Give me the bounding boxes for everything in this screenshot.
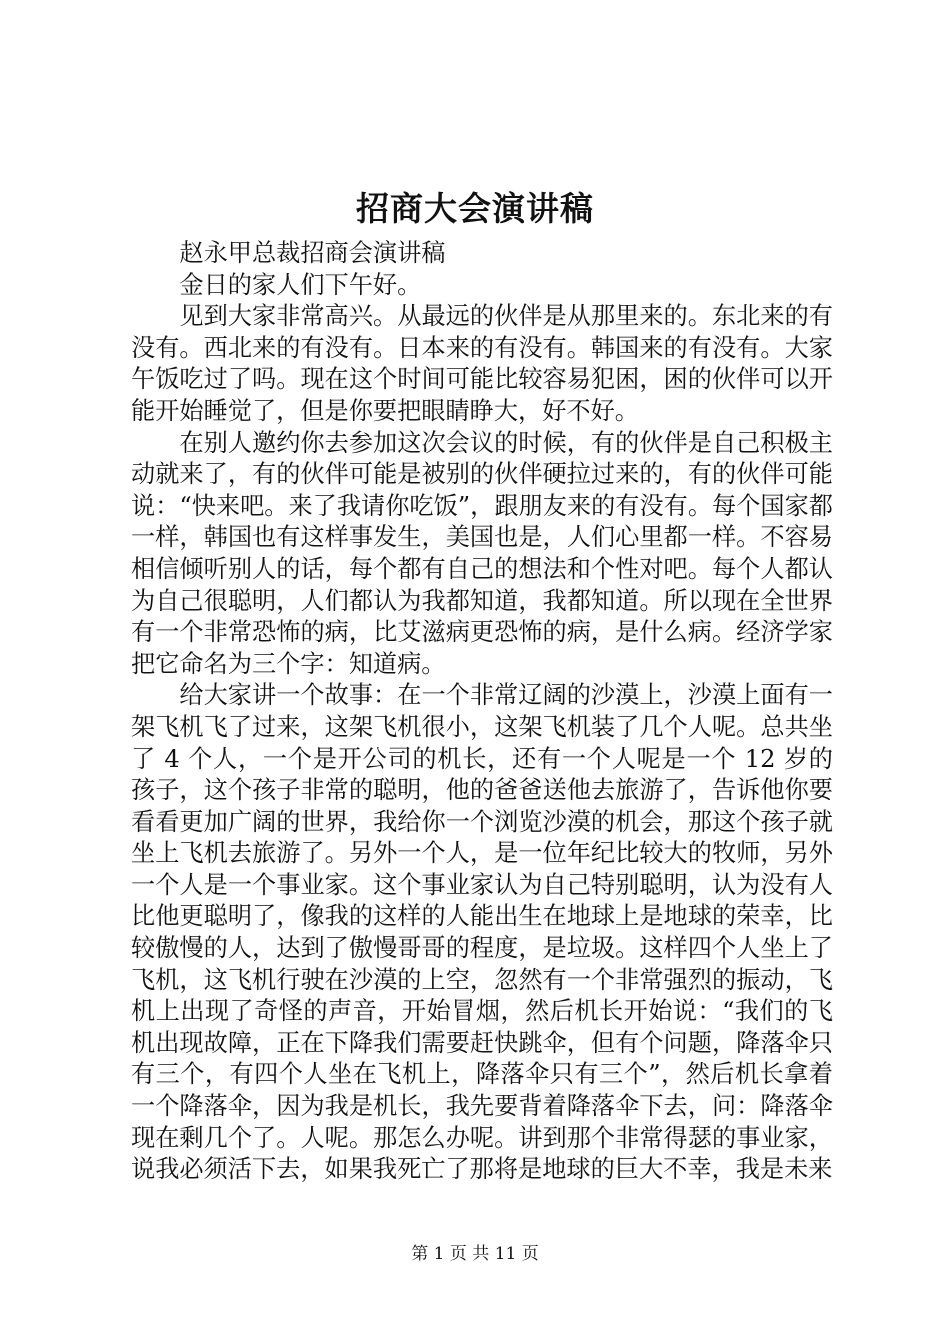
document-title: 招商大会演讲稿 (356, 189, 594, 228)
page-number: 第 1 页 共 11 页 (411, 1244, 539, 1264)
paragraph-greeting: 金日的家人们下午好。 (179, 270, 422, 299)
document-body (131, 238, 833, 1186)
paragraph: 在别人邀约你去参加这次会议的时候，有的伙伴是自己积极主动就来了，有的伙伴可能是被别的伙伴硬拉过来的，有的伙伴可能说：“快来吧。来了我请你吃饭”，跟朋友来的有没有。每个国家都一样，韩国也有这样事发生，美国也是，人们心里都一样。不容易相信倾听别人的话，每个都有自己的想法和个性对吧。每个人都认为自己很聪明，人们都认为我都知道，我都知道。所以现在全世界有一个非常恐怖的病，比艾滋病更恐怖的病，是什么病。经济学家把它命名为三个字：知道病。 (131, 428, 833, 678)
paragraph-subtitle: 赵永甲总裁招商会演讲稿 (179, 239, 446, 267)
paragraph: 见到大家非常高兴。从最远的伙伴是从那里来的。东北来的有没有。西北来的有没有。日本来的有没有。韩国来的有没有。大家午饭吃过了吗。现在这个时间可能比较容易犯困，困的伙伴可以开能开始睡觉了，但是你要把眼睛睁大，好不好。 (131, 302, 833, 425)
paragraph: 给大家讲一个故事：在一个非常辽阔的沙漠上，沙漠上面有一架飞机飞了过来，这架飞机很小，这架飞机装了几个人呢。总共坐了 4 个人，一个是开公司的机长，还有一个人呢是一个 12 岁的孩子，这个孩子非常的聪明，他的爸爸送他去旅游了，告诉他你要看看更加广阔的世界，我给你一个浏览沙漠的机会，那这个孩子就坐上飞机去旅游了。另外一个人，是一位年纪比较大的牧师，另外一个人是一个事业家。这个事业家认为自己特别聪明，认为没有人比他更聪明了，像我的这样的人能出生在地球上是地球的荣幸，比较傲慢的人，达到了傲慢哥哥的程度，是垃圾。这样四个人坐上了飞机，这飞机行驶在沙漠的上空，忽然有一个非常强烈的振动，飞机上出现了奇怪的声音，开始冒烟，然后机长开始说：“我们的飞机出现故障，正在下降我们需要赶快跳伞，但有个问题，降落伞只有三个，有四个人坐在飞机上，降落伞只有三个”，然后机长拿着一个降落伞，因为我是机长，我先要背着降落伞下去，问：降落伞现在剩几个了。人呢。那怎么办呢。讲到那个非常得瑟的事业家，说我必须活下去，如果我死亡了那将是地球的巨大不幸，我是未来 (131, 681, 833, 1184)
